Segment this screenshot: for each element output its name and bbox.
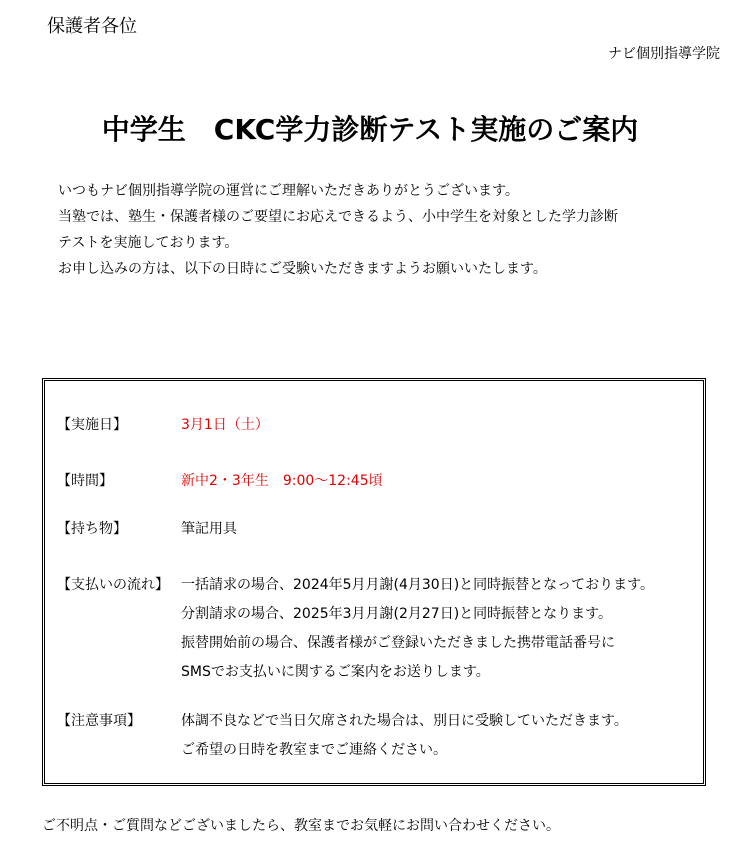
- document-title: 中学生 CKC学力診断テスト実施のご案内: [101, 113, 639, 146]
- detail-value-date: 3月1日（土）: [181, 417, 269, 433]
- intro-text: [58, 178, 698, 282]
- notes-line: ご希望の日時を教室までご連絡ください。: [181, 742, 447, 758]
- payment-line: 振替開始前の場合、保護者様がご登録いただきました携帯電話番号に: [181, 635, 615, 651]
- detail-value-time: 新中2・3年生 9:00～12:45頃: [181, 473, 383, 489]
- detail-label-date: 【実施日】: [57, 417, 127, 433]
- detail-label-time: 【時間】: [57, 473, 113, 489]
- intro-line: いつもナビ個別指導学院の運営にご理解いただきありがとうございます。: [58, 183, 519, 199]
- detail-label-items: 【持ち物】: [57, 521, 127, 537]
- payment-line: 一括請求の場合、2024年5月月謝(4月30日)と同時振替となっております。: [181, 577, 655, 593]
- details-box: [42, 378, 706, 786]
- intro-line: お申し込みの方は、以下の日時にご受験いただきますようお願いいたします。: [58, 261, 547, 277]
- notes-line: 体調不良などで当日欠席された場合は、別日に受験していただきます。: [181, 713, 628, 729]
- detail-value-notes: [181, 707, 628, 765]
- detail-value-payment: [181, 571, 654, 687]
- detail-label-notes: 【注意事項】: [57, 713, 141, 729]
- intro-line: テストを実施しております。: [58, 235, 239, 251]
- payment-line: SMSでお支払いに関するご案内をお送りします。: [181, 664, 490, 680]
- intro-line: 当塾では、塾生・保護者様のご要望にお応えできるよう、小中学生を対象とした学力診断: [58, 209, 618, 225]
- footer-note: ご不明点・ご質問などございましたら、教室までお気軽にお問い合わせください。: [42, 818, 560, 834]
- detail-row-notes: [57, 707, 695, 765]
- detail-label-payment: 【支払いの流れ】: [57, 577, 169, 593]
- addressee: 保護者各位: [47, 16, 137, 37]
- payment-line: 分割請求の場合、2025年3月月謝(2月27日)と同時振替となります。: [181, 606, 613, 622]
- sender-name: ナビ個別指導学院: [608, 46, 720, 62]
- detail-row-time: [57, 467, 695, 496]
- detail-row-date: [57, 411, 695, 440]
- detail-row-items: [57, 515, 695, 544]
- detail-row-payment: [57, 571, 695, 687]
- detail-value-items: 筆記用具: [181, 521, 237, 537]
